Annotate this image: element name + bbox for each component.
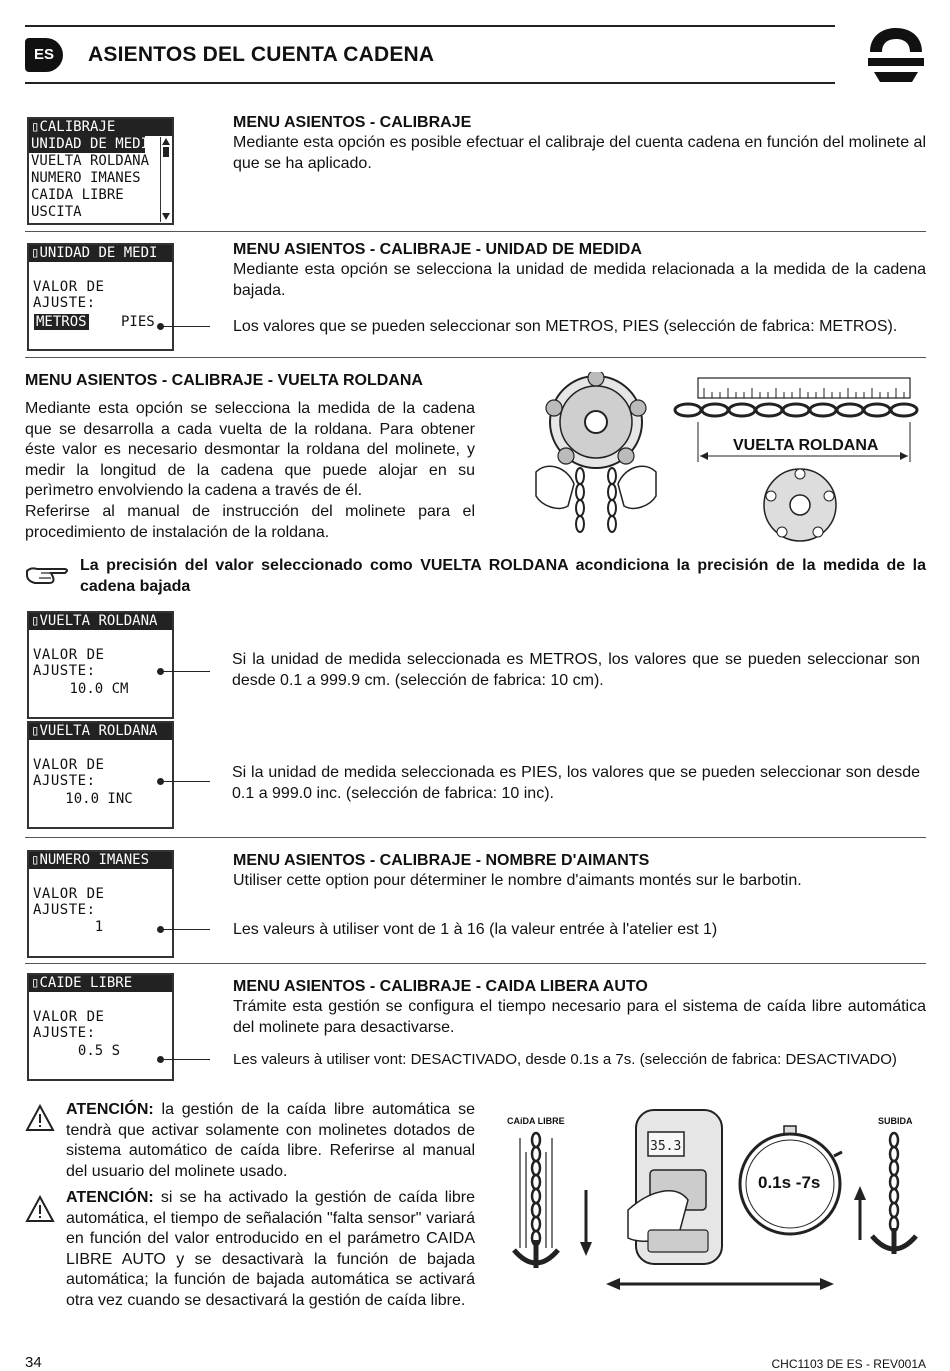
warning-icon bbox=[25, 1104, 55, 1132]
lcd-menu-item-imanes[interactable]: NUMERO IMANES bbox=[31, 170, 141, 186]
section-heading-imanes: MENU ASIENTOS - CALIBRAJE - NOMBRE D'AIMANTS bbox=[233, 852, 650, 869]
pointing-hand-icon bbox=[25, 561, 71, 587]
lcd-menu-item-uscita[interactable]: USCITA bbox=[31, 204, 82, 220]
section-text-calibraje: Mediante esta opción es posible efectuar el calibraje del cuenta cadena en función del molinete al que se ha aplicado. bbox=[233, 134, 926, 172]
lcd-vuelta-roldana-inc bbox=[27, 721, 174, 829]
timer-label: 0.1s -7s bbox=[758, 1173, 821, 1192]
lcd-label: VALOR DE AJUSTE: bbox=[33, 647, 105, 679]
lcd-caida-libre bbox=[27, 973, 174, 1081]
lcd-label: VALOR DE AJUSTE: bbox=[33, 279, 105, 311]
section-text-vuelta-ref: Referirse al manual de instrucción del molinete para el procedimiento de instalación de la roldana. bbox=[25, 503, 475, 541]
lcd-title: ▯CAIDE LIBRE bbox=[29, 975, 172, 992]
section-text-vuelta-pies: Si la unidad de medida seleccionada es PIES, los valores que se pueden seleccionar son desde 0.1 a 999.0 inc. (selección de fabrica: 10 inc). bbox=[232, 764, 920, 802]
page-number: 34 bbox=[25, 1354, 42, 1371]
lcd-unidad-medida bbox=[27, 243, 174, 351]
warning-text-2: ATENCIÓN: si se ha activado la gestión de caída libre automática, el tiempo de señalación "falta sensor" variará en función del valor entroducido en el parámetro CAIDA LIBRE AUTO y se desactivarà la función de bajada automática; la función de bajada automática se activará otra vez cuando se desactivará la gestión de caída libre. bbox=[66, 1189, 475, 1309]
section-text-unidad: Mediante esta opción se selecciona la unidad de medida relacionada a la medida de la cadena bajada. bbox=[233, 261, 926, 299]
section-heading-vuelta: MENU ASIENTOS - CALIBRAJE - VUELTA ROLDANA bbox=[25, 372, 423, 389]
section-text-vuelta-metros: Si la unidad de medida seleccionada es METROS, los valores que se pueden seleccionar son desde 0.1 a 999.9 cm. (selección de fabrica: 10 cm). bbox=[232, 651, 920, 689]
lcd-vuelta-roldana-cm bbox=[27, 611, 174, 719]
lcd-title: ▯UNIDAD DE MEDI bbox=[29, 245, 172, 262]
lcd-numero-imanes bbox=[27, 850, 174, 958]
section-text-imanes: Utiliser cette option pour déterminer le nombre d'aimants montés sur le barbotin. bbox=[233, 872, 802, 889]
section-text-caida: Trámite esta gestión se configura el tiempo necesario para el sistema de caída libre automática del molinete para desactivarse. bbox=[233, 998, 926, 1036]
lcd-value[interactable]: 10.0 INC bbox=[65, 791, 133, 807]
section-heading-caida: MENU ASIENTOS - CALIBRAJE - CAIDA LIBERA AUTO bbox=[233, 978, 648, 995]
figure-label-subida: SUBIDA bbox=[878, 1116, 913, 1126]
lcd-title: ▯VUELTA ROLDANA bbox=[29, 723, 172, 740]
lcd-value[interactable]: 1 bbox=[94, 919, 104, 935]
lcd-label: VALOR DE AJUSTE: bbox=[33, 757, 105, 789]
lcd-option-pies[interactable]: PIES bbox=[121, 314, 155, 330]
section-note-imanes: Les valeurs à utiliser vont de 1 à 16 (la valeur entrée à l'atelier est 1) bbox=[233, 921, 718, 938]
gypsy-measure-illustration bbox=[528, 372, 928, 544]
brand-logo bbox=[864, 24, 928, 86]
lcd-label: VALOR DE AJUSTE: bbox=[33, 886, 105, 918]
lcd-label: VALOR DE AJUSTE: bbox=[33, 1009, 105, 1041]
lcd-value[interactable]: 10.0 CM bbox=[69, 681, 129, 697]
lcd-title: ▯CALIBRAJE bbox=[29, 119, 172, 136]
language-badge: ES bbox=[25, 38, 63, 72]
section-heading-unidad: MENU ASIENTOS - CALIBRAJE - UNIDAD DE MEDIDA bbox=[233, 241, 642, 258]
warning-text-1: ATENCIÓN: la gestión de la caída libre automática se tendrà que activar solamente con molinetes dotados de sistema automático de caída libre. Referirse al manual del usuario del molinete usado. bbox=[66, 1101, 475, 1180]
lcd-menu-item-vuelta[interactable]: VUELTA ROLDANA bbox=[31, 153, 150, 169]
figure-label-vuelta-roldana: VUELTA ROLDANA bbox=[733, 437, 879, 454]
page-title: ASIENTOS DEL CUENTA CADENA bbox=[88, 43, 435, 66]
lcd-menu-item-caida[interactable]: CAIDA LIBRE bbox=[31, 187, 124, 203]
lcd-option-metros[interactable]: METROS bbox=[36, 314, 87, 330]
lcd-menu-item-unidad[interactable]: UNIDAD DE MEDI bbox=[31, 136, 150, 152]
lcd-title: ▯NUMERO IMANES bbox=[29, 852, 172, 869]
figure-label-caida-libre: CAíDA LIBRE bbox=[507, 1116, 565, 1126]
tip-text: La precisión del valor seleccionado como VUELTA ROLDANA acondiciona la precisión de la medida de la cadena bajada bbox=[80, 557, 926, 595]
warning-icon bbox=[25, 1195, 55, 1223]
section-note-unidad: Los valores que se pueden seleccionar son METROS, PIES (selección de fabrica: METROS). bbox=[233, 318, 898, 335]
section-text-vuelta: Mediante esta opción se selecciona la medida de la cadena que se desarrolla a cada vuelta de la roldana. Para obtener éste valor es necesario desmontar la roldana del molinete, y medir la longitud de la cadena que puede alojar en su perìmetro envolviendo la cadena a través de él. bbox=[25, 400, 475, 499]
device-reading: 35.3 bbox=[650, 1139, 682, 1154]
lcd-title: ▯VUELTA ROLDANA bbox=[29, 613, 172, 630]
lcd-menu-calibraje bbox=[27, 117, 174, 225]
free-fall-illustration bbox=[500, 1100, 930, 1300]
lcd-value[interactable]: 0.5 S bbox=[77, 1043, 121, 1059]
section-note-caida: Les valeurs à utiliser vont: DESACTIVADO, desde 0.1s a 7s. (selección de fabrica: DESACTIVADO) bbox=[233, 1051, 897, 1068]
document-code: CHC1103 DE ES - REV001A bbox=[771, 1357, 926, 1371]
section-heading-calibraje: MENU ASIENTOS - CALIBRAJE bbox=[233, 114, 472, 131]
lcd-scrollbar[interactable] bbox=[160, 137, 171, 222]
